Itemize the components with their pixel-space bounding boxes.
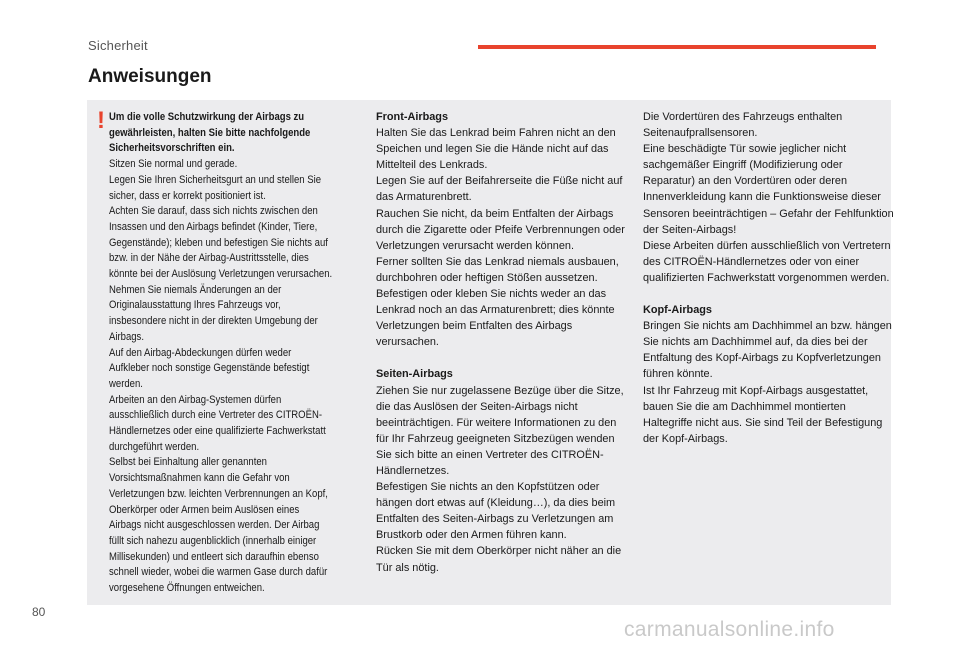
- side-sensors-line: Diese Arbeiten dürfen ausschließlich von Vertretern des CITROËN-Händlernetzes oder von einer qualifizierten Fachwerkstatt vorgenommen werden.: [643, 239, 891, 284]
- warning-line: Arbeiten an den Airbag-Systemen dürfen ausschließlich durch eine Vertreter des CITROËN-Händlernetzes oder eine qualifizierte Fachwerkstatt durchgeführt werden.: [109, 393, 326, 453]
- warning-line: Legen Sie Ihren Sicherheitsgurt an und stellen Sie sicher, dass er korrekt positioniert ist.: [109, 173, 322, 202]
- warning-icon: !: [97, 107, 105, 134]
- page-title: Anweisungen: [88, 66, 212, 87]
- side-sensors-line: Die Vordertüren des Fahrzeugs enthalten Seitenaufprallsensoren.: [643, 111, 843, 140]
- warning-line: Selbst bei Einhaltung aller genannten Vorsichtsmaßnahmen kann die Gefahr von Verletzungen bzw. leichten Verbrennungen an Kopf, Oberkörper oder Armen beim Auslösen eines Airbags nicht ausgeschlossen werden. Der Airbag füllt sich nahezu augenblicklich (innerhalb einiger Millisekunden) und entleert sich daraufhin ebenso schnell wieder, wobei die warmen Gase durch dafür vorgesehene Öffnungen entweichen.: [109, 456, 328, 595]
- middle-column: [376, 109, 628, 576]
- side-airbags-line: Ziehen Sie nur zugelassene Bezüge über die Sitze, die das Auslösen der Seiten-Airbags nicht beeinträchtigen. Für weitere Informationen zu den für Ihr Fahrzeug geeigneten Sitzbezügen wenden Sie sich bitte an einen Vertreter des CITROËN-Händlernetzes.: [376, 384, 624, 477]
- section-label: Sicherheit: [88, 38, 148, 53]
- warning-column: [109, 110, 332, 597]
- front-airbags-line: Rauchen Sie nicht, da beim Entfalten der Airbags durch die Zigarette oder Pfeife Verbrennungen oder Verletzungen verursacht werden können.: [376, 207, 625, 252]
- head-airbags-heading: Kopf-Airbags: [643, 304, 712, 317]
- warning-line: Nehmen Sie niemals Änderungen an der Originalausstattung Ihres Fahrzeugs vor, insbesondere nicht in der direkten Umgebung der Airbags.: [109, 283, 318, 343]
- page-number: 80: [32, 605, 46, 619]
- side-airbags-line: Befestigen Sie nichts an den Kopfstützen oder hängen dort etwas auf (Kleidung…), da dies beim Entfalten des Seiten-Airbags zu Verletzungen am Brustkorb oder den Armen führen kann.: [376, 481, 616, 542]
- side-airbags-line: Rücken Sie mit dem Oberkörper nicht näher an die Tür als nötig.: [376, 545, 622, 574]
- front-airbags-line: Ferner sollten Sie das Lenkrad niemals ausbauen, durchbohren oder heftigen Stößen aussetzen.: [376, 255, 619, 284]
- warning-line: Auf den Airbag-Abdeckungen dürfen weder Aufkleber noch sonstige Gegenstände befestigt werden.: [109, 346, 310, 390]
- warning-lead: Um die volle Schutzwirkung der Airbags zu gewährleisten, halten Sie bitte nachfolgende Sicherheitsvorschriften ein.: [109, 111, 311, 155]
- warning-line: Sitzen Sie normal und gerade.: [109, 158, 238, 171]
- right-column: [643, 109, 895, 447]
- front-airbags-heading: Front-Airbags: [376, 111, 448, 123]
- section-accent-bar: [478, 45, 876, 49]
- warning-line: Achten Sie darauf, dass sich nichts zwischen den Insassen und den Airbags befindet (Kinder, Tiere, Gegenstände); kleben und befestigen Sie nichts auf bzw. in der Nähe der Airbag-Austrittsstelle, dies könnte bei der Auslösung Verletzungen verursachen.: [109, 205, 333, 281]
- watermark: carmanualsonline.info: [624, 618, 835, 641]
- paragraph-gap: [376, 350, 628, 366]
- front-airbags-line: Legen Sie auf der Beifahrerseite die Füße nicht auf das Armaturenbrett.: [376, 175, 623, 204]
- front-airbags-line: Halten Sie das Lenkrad beim Fahren nicht an den Speichen und legen Sie die Hände nicht auf das Mittelteil des Lenkrads.: [376, 127, 616, 172]
- side-airbags-heading: Seiten-Airbags: [376, 368, 453, 381]
- front-airbags-line: Befestigen oder kleben Sie nichts weder an das Lenkrad noch an das Armaturenbrett; dies könnte Verletzungen beim Entfalten des Airbags verursachen.: [376, 288, 615, 349]
- head-airbags-line: Ist Ihr Fahrzeug mit Kopf-Airbags ausgestattet, bauen Sie die am Dachhimmel montierten Haltegriffe nicht aus. Sie sind Teil der Befestigung der Kopf-Airbags.: [643, 384, 883, 445]
- side-sensors-line: Eine beschädigte Tür sowie jeglicher nicht sachgemäßer Eingriff (Modifizierung oder Reparatur) an den Vordertüren oder deren Innenverkleidung kann die Funktionsweise dieser Sensoren beeinträchtigen – Gefahr der Fehlfunktion der Seiten-Airbags!: [643, 143, 894, 236]
- paragraph-gap: [643, 286, 895, 302]
- head-airbags-line: Bringen Sie nichts am Dachhimmel an bzw. hängen Sie nichts am Dachhimmel auf, da dies bei der Entfaltung des Kopf-Airbags zu Kopfverletzungen führen könnte.: [643, 320, 892, 381]
